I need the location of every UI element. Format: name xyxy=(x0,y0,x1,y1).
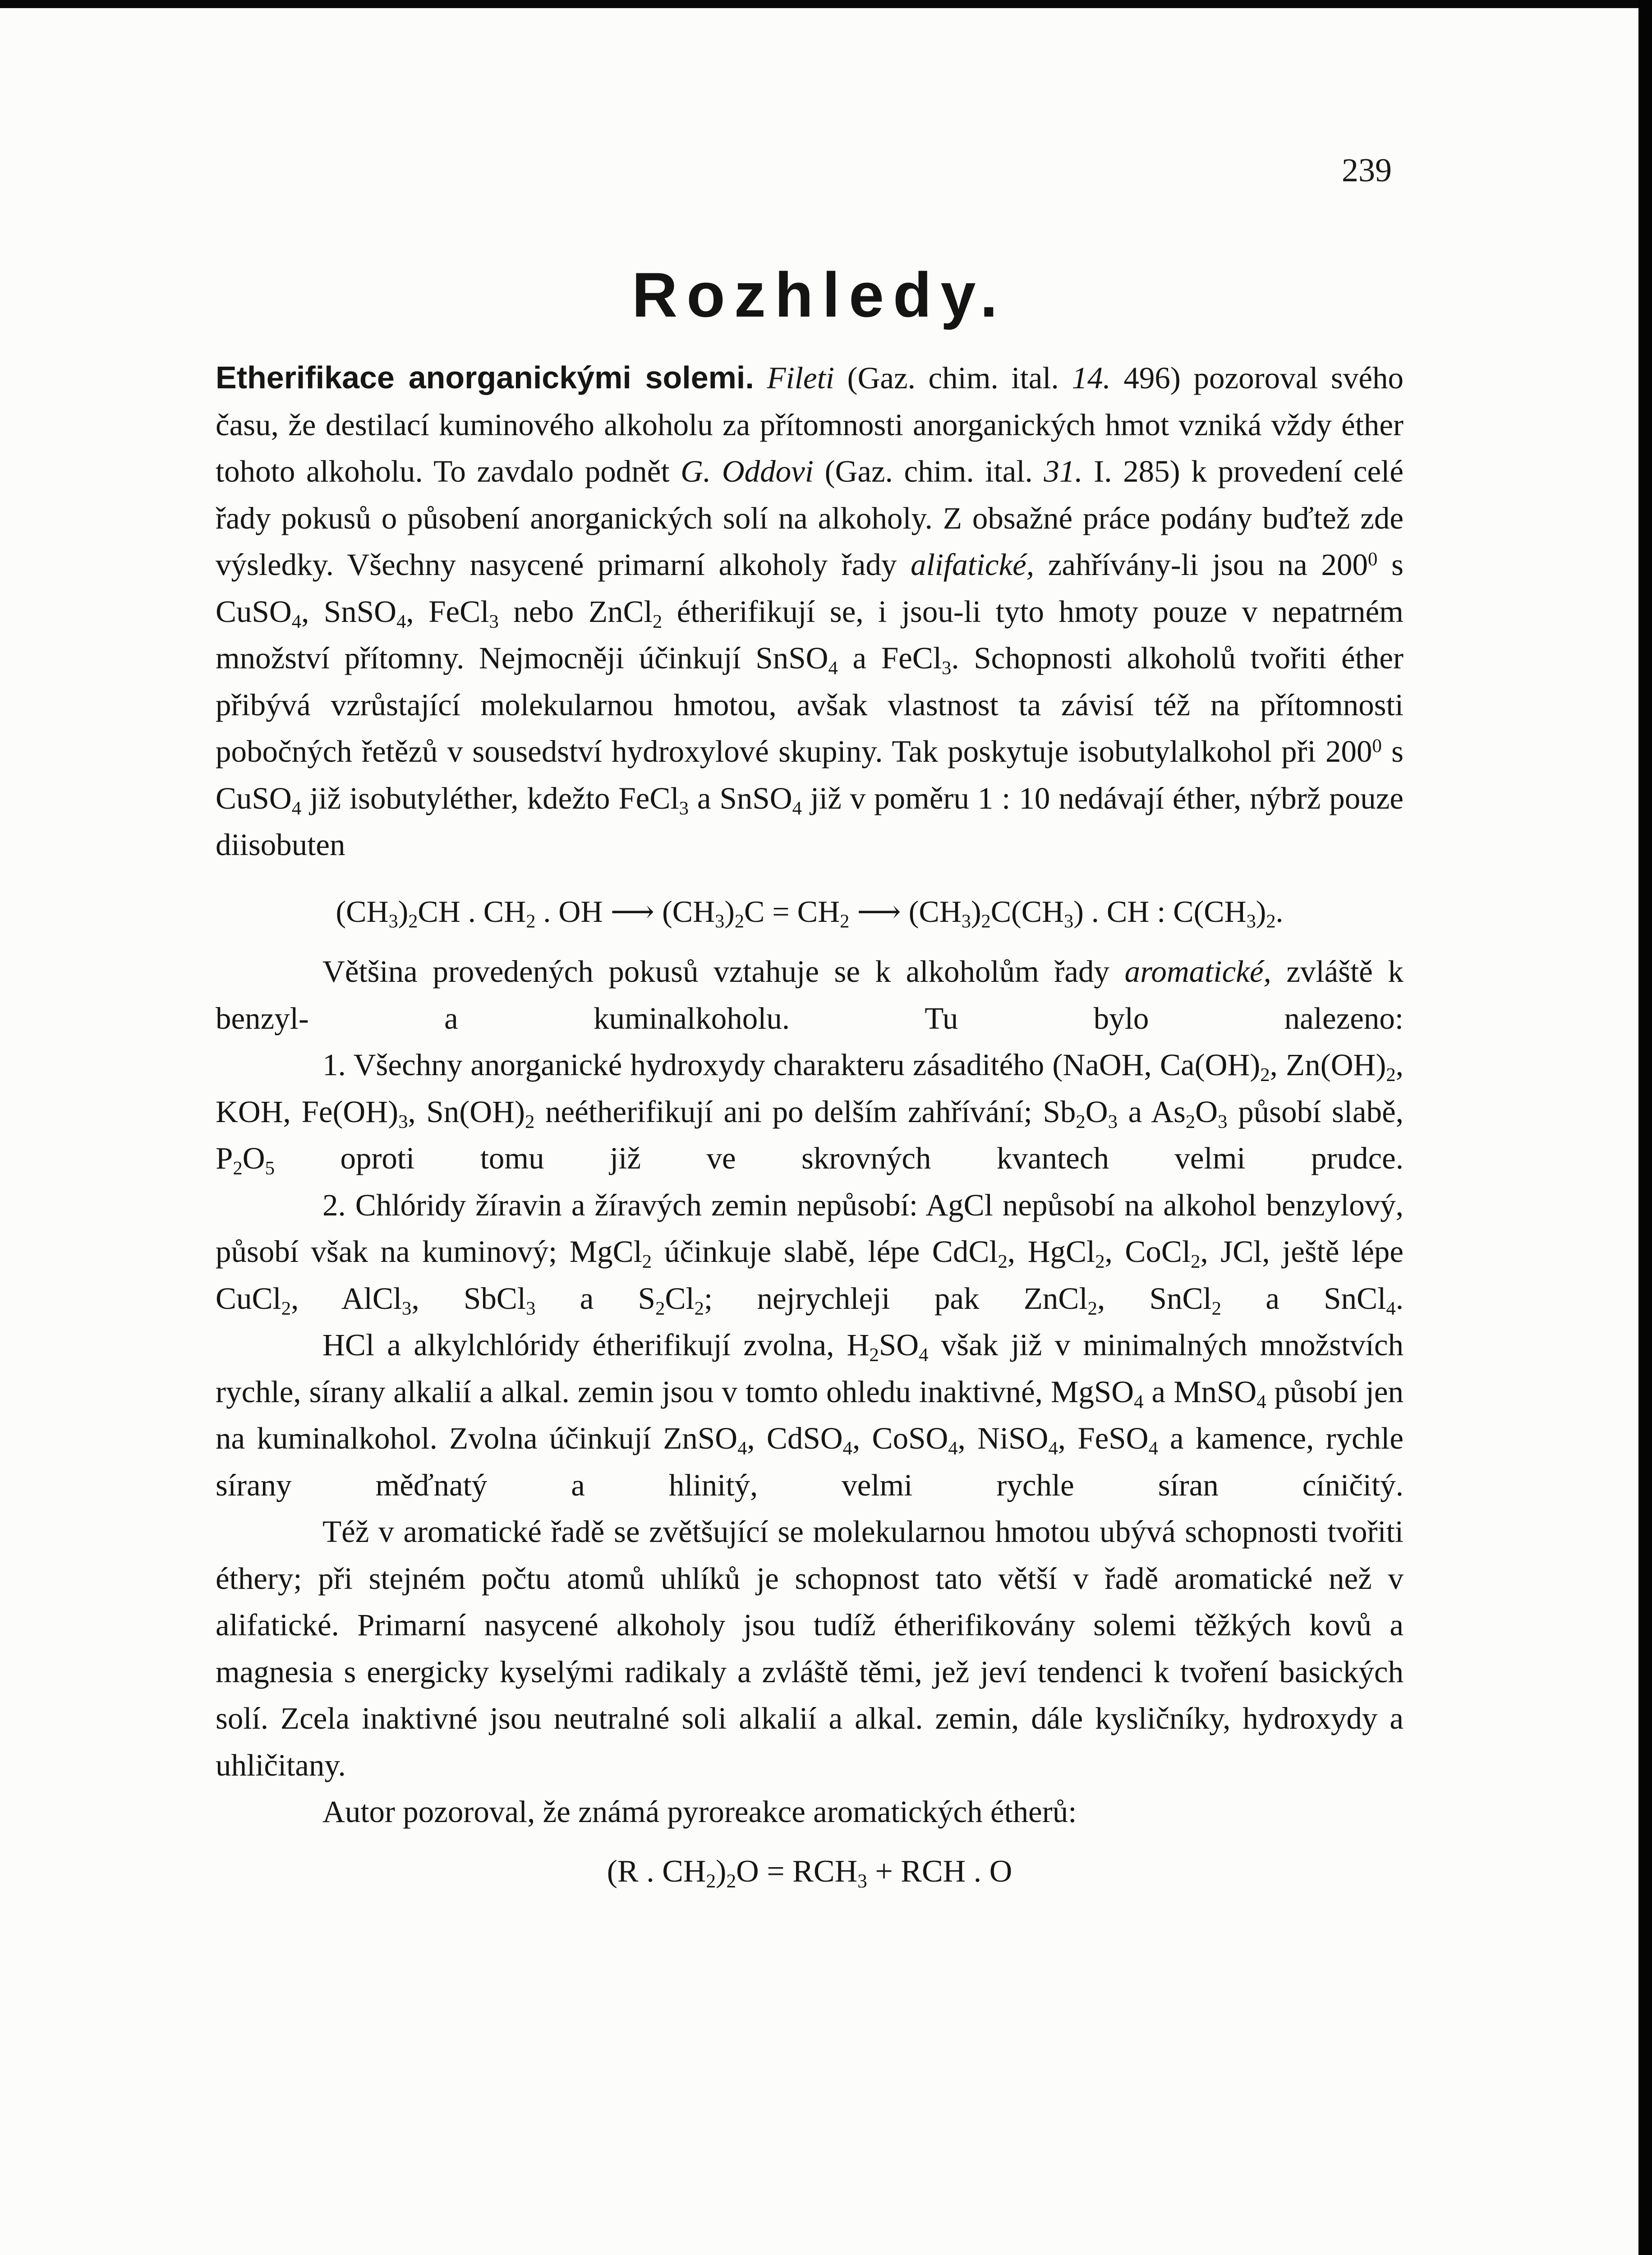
scan-right-edge xyxy=(1638,0,1652,2255)
paragraph-3: 1. Všechny anorganické hydroxydy charakteru zásaditého (NaOH, $Ca(OH)_2$, $Zn(OH)_2$, KOH, $Fe(OH)_3$, $Sn(OH)_2$ neétherifikují ani po delším zahřívání; $Sb_2O_3$ a $As_2O_3$ působí slabě, $P_2O_5$ oproti tomu již ve skrovných kvantech velmi prudce. xyxy=(216,1048,1404,1179)
article-heading: Etherifikace anorganickými solemi. xyxy=(216,360,754,395)
paragraph-4: 2. Chlóridy žíravin a žíravých zemin nepůsobí: AgCl nepůsobí na alkohol benzylový, působí však na kuminový; MgCl$_2$ účinkuje slabě, lépe CdCl$_2$, HgCl$_2$, CoCl$_2$, JCl, ještě lépe CuCl$_2$, AlCl$_3$, SbCl$_3$ a $S_2Cl_2$; nejrychleji pak ZnCl$_2$, SnCl$_2$ a SnCl$_4$. xyxy=(216,1187,1404,1319)
section-title: Rozhledy. xyxy=(632,259,1007,330)
paragraph-6: Též v aromatické řadě se zvětšující se molekularnou hmotou ubývá schopnosti tvořiti éthery; při stejném počtu atomů uhlíků je schopnost tato větší v řadě aromatické než v alifatické. Primarní nasycené alkoholy jsou tudíž étherifikovány solemi těžkých kovů a magnesia s energicky kyselými radikaly a zvláště těmi, jež jeví tendenci k tvoření basických solí. Zcela inaktivné jsou neutralné soli alkalií a alkal. zemin, dále kysličníky, hydroxydy a uhličitany. xyxy=(216,1514,1404,1782)
scan-top-edge xyxy=(0,0,1652,8)
paragraph-5: HCl a alkylchlóridy étherifikují zvolna, $H_2SO_4$ však již v minimalných množstvích rychle, sírany alkalií a alkal. zemin jsou v tomto ohledu inaktivné, MgSO$_4$ a MnSO$_4$ působí jen na kuminalkohol. Zvolna účinkují ZnSO$_4$, CdSO$_4$, CoSO$_4$, NiSO$_4$, FeSO$_4$ a kamence, rychle sírany měďnatý a hlinitý, velmi rychle síran cíničitý. xyxy=(216,1328,1404,1502)
page xyxy=(0,8,1638,2255)
formula-pyroreakce: (R . $CH_2)_2O = RCH_3$ + RCH . O xyxy=(607,1854,1012,1892)
page-number: 239 xyxy=(1342,152,1392,189)
paragraph-7: Autor pozoroval, že známá pyroreakce aromatických étherů: xyxy=(322,1795,1077,1829)
paragraph-1: Etherifikace anorganickými solemi. Fileti (Gaz. chim. ital. 14. 496) pozoroval svého času, že destilací kuminového alkoholu za přítomnosti anorganických hmot vzniká vždy éther tohoto alkoholu. To zavdalo podnět G. Oddovi (Gaz. chim. ital. 31. I. 285) k provedení celé řady pokusů o působení anorganických solí na alkoholy. Z obsažné práce podány buďtež zde výsledky. Všechny nasycené primarní alkoholy řady alifatické, zahřívány-li jsou na $200^0$ s CuSO$_4$, SnSO$_4$, FeCl$_3$ nebo ZnCl$_2$ étherifikují se, i jsou-li tyto hmoty pouze v nepatrném množství přítomny. Nejmocněji účinkují SnSO$_4$ a FeCl$_3$. Schopnosti alkoholů tvořiti éther přibývá vzrůstající molekularnou hmotou, avšak vlastnost ta závisí též na přítomnosti pobočných řetězů v sousedství hydroxylové skupiny. Tak poskytuje isobutylalkohol při $200^0$ s CuSO$_4$ již isobutyléther, kdežto FeCl$_3$ a SnSO$_4$ již v poměru 1 : 10 nedávají éther, nýbrž pouze diisobuten xyxy=(216,360,1404,862)
formula-diisobuten: $(CH_3)_2CH$ . $CH_2$ . OH ⟶ $(CH_3)_2C = CH_2$ ⟶ $(CH_3)_2C(CH_3)$ . CH : $C(CH_3)_2$. xyxy=(336,894,1284,932)
paragraph-2: Většina provedených pokusů vztahuje se k alkoholům řady aromatické, zvláště k benzyl- a kuminalkoholu. Tu bylo nalezeno: xyxy=(216,954,1404,1035)
article-body xyxy=(216,354,1404,1895)
